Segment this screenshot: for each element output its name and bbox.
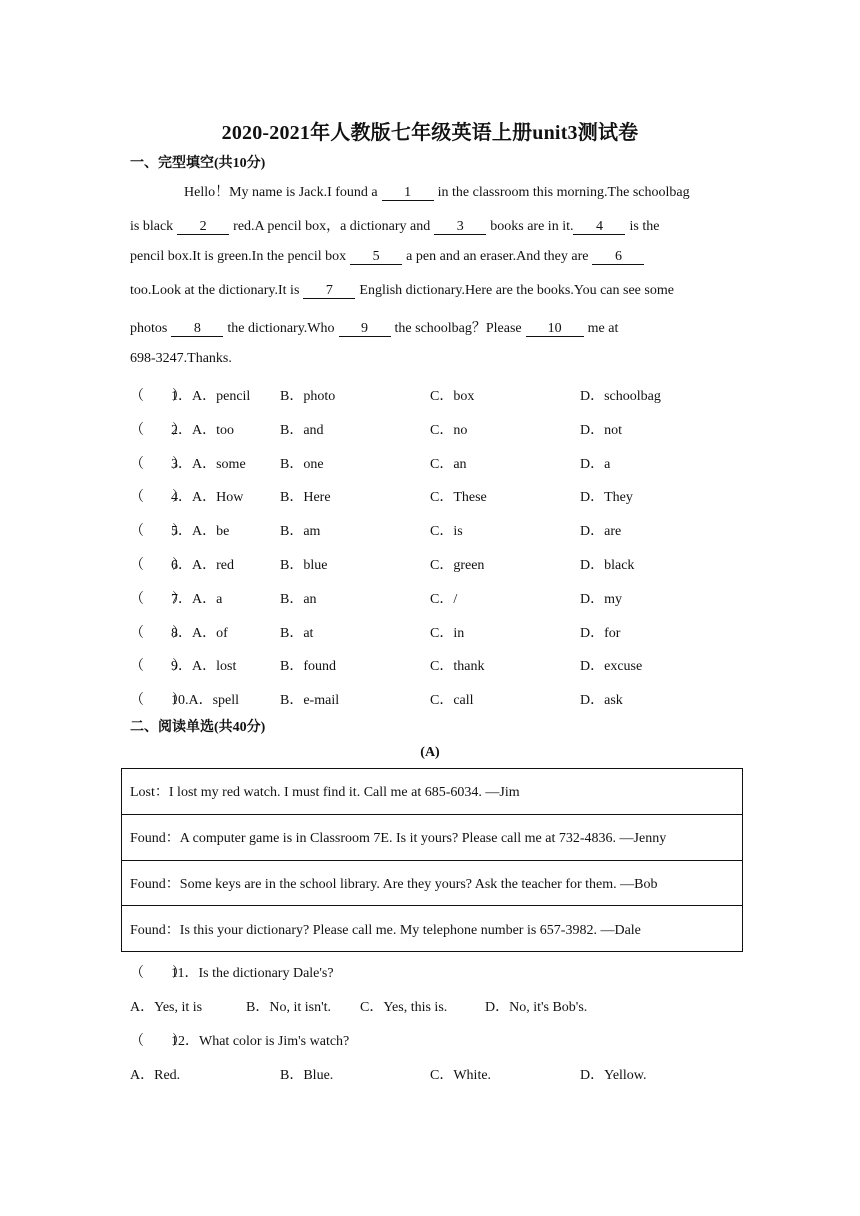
blank-2[interactable]: 2 [177, 220, 229, 235]
answer-paren[interactable]: （ ） [130, 457, 186, 472]
option-a: 2．A．too [171, 423, 234, 438]
option-b: B．found [280, 659, 336, 674]
option-d: D．not [580, 423, 622, 438]
option-c: C．green [430, 558, 485, 573]
blank-3[interactable]: 3 [434, 220, 486, 235]
passage-line [130, 317, 618, 337]
option-b: B．e-mail [280, 693, 340, 708]
option-a: 10.A．spell [171, 693, 240, 708]
option-b: B．am [280, 524, 321, 539]
blank-4[interactable]: 4 [573, 220, 625, 235]
blank-6[interactable]: 6 [592, 250, 644, 265]
option-d: D．schoolbag [580, 389, 661, 404]
passage-text: a pen and an eraser.And they are [406, 249, 589, 264]
passage-text: pencil box.It is green.In the pencil box [130, 249, 347, 264]
passage-line [130, 351, 232, 367]
passage-text: photos [130, 321, 168, 336]
question-row [130, 453, 750, 473]
answer-paren[interactable]: （ ） [130, 490, 186, 505]
question-stem-row [130, 1030, 750, 1050]
option-c: C．These [430, 490, 487, 505]
option-d: D．are [580, 524, 622, 539]
option-c: C．is [430, 524, 463, 539]
answer-paren[interactable]: （ ） [130, 626, 186, 641]
question-row [130, 655, 750, 675]
option-b: B．at [280, 626, 314, 641]
answer-paren[interactable]: （ ） [130, 693, 186, 708]
option-d: D．They [580, 490, 633, 505]
option-a: 6．A．red [171, 558, 234, 573]
blank-7[interactable]: 7 [303, 284, 355, 299]
passage-text: red.A pencil box，a dictionary and [233, 219, 431, 234]
question-row [130, 622, 750, 642]
passage-line [184, 181, 690, 201]
question-stem-row [130, 962, 750, 982]
answer-paren[interactable]: （ ） [130, 659, 186, 674]
option-c: C．an [430, 457, 467, 472]
question-stem: 11．Is the dictionary Dale's? [171, 966, 334, 981]
passage-text: me at [587, 321, 619, 336]
notice-row: Found：A computer game is in Classroom 7E. Is it yours? Please call me at 732-4836. —Jenny [122, 815, 742, 861]
blank-10[interactable]: 10 [526, 322, 584, 337]
answer-paren[interactable]: （ ） [130, 1034, 186, 1049]
passage-text: the schoolbag？Please [394, 321, 522, 336]
option-a: 7．A．a [171, 592, 223, 607]
answer-paren[interactable]: （ ） [130, 524, 186, 539]
answer-paren[interactable]: （ ） [130, 558, 186, 573]
passage-line [130, 249, 648, 265]
options-row [130, 1064, 750, 1084]
passage-text: in the classroom this morning.The schoolbag [437, 185, 690, 200]
option-c: C．box [430, 389, 475, 404]
passage-text: is black [130, 219, 174, 234]
option-b: B．one [280, 457, 324, 472]
option-d: D．Yellow. [580, 1068, 647, 1083]
option-c: C．thank [430, 659, 485, 674]
passage-text: 698-3247.Thanks. [130, 351, 232, 366]
passage-text: too.Look at the dictionary.It is [130, 283, 300, 298]
question-row [130, 419, 750, 439]
option-c: C．in [430, 626, 465, 641]
option-a: 1．A．pencil [171, 389, 251, 404]
question-row [130, 486, 750, 506]
answer-paren[interactable]: （ ） [130, 423, 186, 438]
option-b: B．photo [280, 389, 336, 404]
answer-paren[interactable]: （ ） [130, 592, 186, 607]
question-row [130, 385, 750, 405]
section-heading-reading: 二、阅读单选(共40分) [130, 720, 266, 735]
passage-text: books are in it. [490, 219, 574, 234]
option-a: A．Red. [130, 1068, 181, 1083]
passage-text: is the [629, 219, 660, 234]
option-c: C．call [430, 693, 474, 708]
answer-paren[interactable]: （ ） [130, 966, 186, 981]
option-b: B．No, it isn't. [246, 1000, 331, 1015]
notice-row: Found：Is this your dictionary? Please call me. My telephone number is 657-3982. —Dale [130, 923, 641, 939]
blank-9[interactable]: 9 [339, 322, 391, 337]
section-heading-cloze: 一、完型填空(共10分) [130, 156, 266, 171]
passage-text: the dictionary.Who [227, 321, 335, 336]
option-c: C．White. [430, 1068, 492, 1083]
page-title: 2020-2021年人教版七年级英语上册unit3测试卷 [221, 122, 639, 144]
option-d: D．a [580, 457, 611, 472]
notice-row: Found：Some keys are in the school library. Are they yours? Ask the teacher for them. —Bob [122, 861, 742, 907]
question-row [130, 588, 750, 608]
option-c: C．Yes, this is. [360, 1000, 448, 1015]
option-b: B．Here [280, 490, 331, 505]
option-d: D．ask [580, 693, 623, 708]
options-row [130, 996, 750, 1016]
passage-line [130, 215, 659, 235]
notice-row: Lost：I lost my red watch. I must find it. Call me at 685-6034. —Jim [122, 769, 742, 815]
option-c: C．/ [430, 592, 458, 607]
passage-text: Hello！My name is Jack.I found a [184, 185, 378, 200]
option-d: D．black [580, 558, 635, 573]
option-c: C．no [430, 423, 468, 438]
passage-label: (A) [420, 745, 440, 760]
option-b: B．blue [280, 558, 328, 573]
option-b: B．Blue. [280, 1068, 334, 1083]
option-a: 9．A．lost [171, 659, 237, 674]
blank-8[interactable]: 8 [171, 322, 223, 337]
option-b: B．an [280, 592, 317, 607]
blank-1[interactable]: 1 [382, 186, 434, 201]
blank-5[interactable]: 5 [350, 250, 402, 265]
question-row [130, 520, 750, 540]
option-a: 8．A．of [171, 626, 228, 641]
passage-text: English dictionary.Here are the books.You can see some [359, 283, 674, 298]
option-d: D．No, it's Bob's. [485, 1000, 588, 1015]
question-row [130, 554, 750, 574]
option-a: 5．A．be [171, 524, 230, 539]
option-d: D．excuse [580, 659, 643, 674]
answer-paren[interactable]: （ ） [130, 389, 186, 404]
question-stem: 12．What color is Jim's watch? [171, 1034, 350, 1049]
option-a: 3．A．some [171, 457, 246, 472]
notice-board [121, 768, 743, 952]
option-a: 4．A．How [171, 490, 244, 505]
option-b: B．and [280, 423, 324, 438]
option-d: D．my [580, 592, 622, 607]
passage-line [130, 283, 674, 299]
option-a: A．Yes, it is [130, 1000, 203, 1015]
option-d: D．for [580, 626, 621, 641]
question-row [130, 689, 750, 709]
